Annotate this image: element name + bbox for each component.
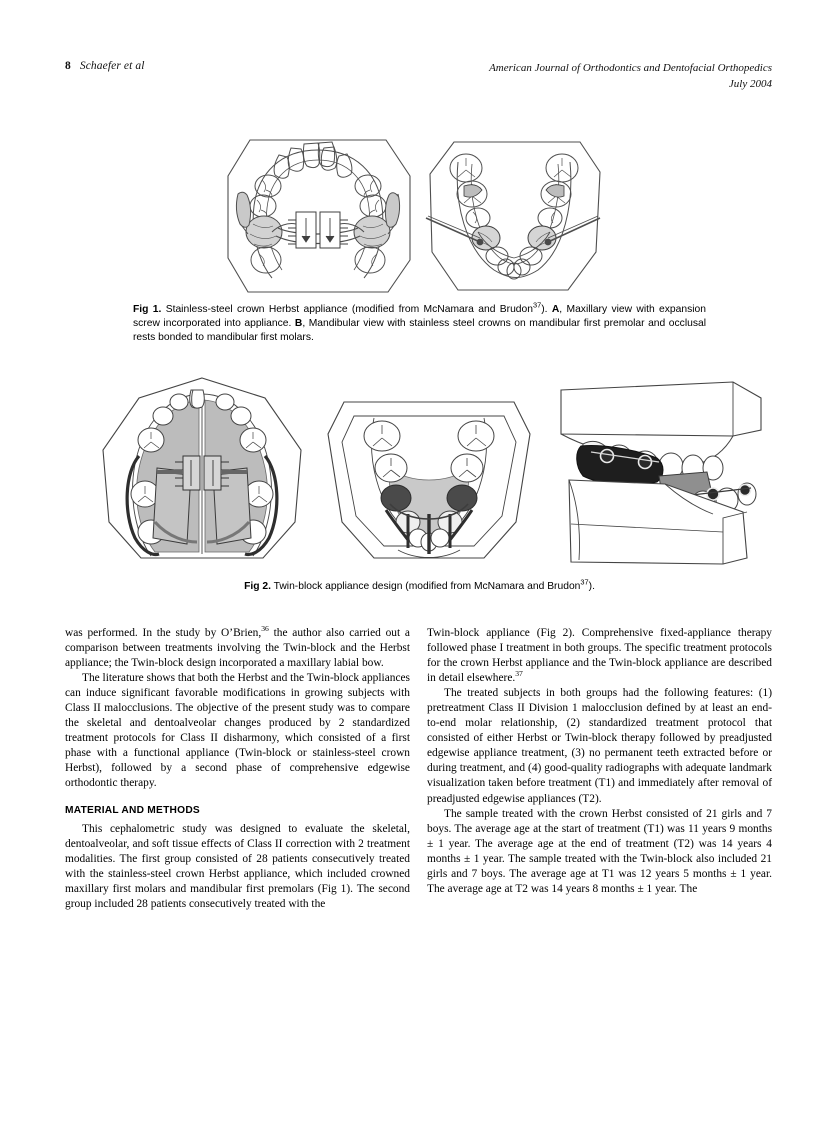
body-column-left	[65, 626, 410, 912]
fig2-panel-twinblock-lateral-view	[547, 372, 785, 570]
running-head-left	[65, 60, 145, 72]
citation-reference: 36	[261, 624, 269, 634]
left-column-paragraphs-after-heading	[65, 822, 410, 912]
fig1-panel-maxillary-occlusal-view	[220, 132, 416, 300]
right-column-paragraphs	[427, 626, 772, 897]
fig2-caption-text-2: ).	[588, 581, 595, 592]
fig1-caption-text-1: Stainless-steel crown Herbst appliance (modified from McNamara and Brudon	[161, 304, 533, 315]
body-paragraph: The treated subjects in both groups had the following features: (1) pretreatment Class II Division 1 malocclusion defined by at least an end-to-end molar relationship, (2) standardized treatment protocol that consisted of either Herbst or Twin-block therapy followed by preadjusted edgewise appliance treatment, (3) no permanent teeth extracted before or during treatment, and (4) good-quality radiographs with adequate landmark visualization taken before treatment (T1) and immediately after removal of preadjusted edgewise appliances (T2).	[427, 687, 772, 805]
figure-1-images	[220, 132, 620, 300]
body-paragraph: Twin-block appliance (Fig 2). Comprehensive fixed-appliance therapy followed phase I treatment in both groups. The specific treatment protocols for the crown Herbst appliance and the Twin-block appliance are described in detail elsewhere.$^{37}$	[427, 627, 772, 685]
running-head-right	[489, 60, 772, 92]
fig1-caption-text-4: , Mandibular view with stainless steel crowns on mandibular first premolar and occlusal rests bonded to mandibular first molars.	[133, 318, 706, 344]
fig1-caption-text-2: ).	[541, 304, 552, 315]
fig1-panel-b-label: B	[294, 318, 303, 330]
fig2-label: Fig 2.	[244, 581, 271, 592]
fig2-reference-37: 37	[580, 577, 589, 587]
running-head-authors: Schaefer et al	[79, 60, 145, 72]
running-head	[65, 60, 772, 96]
page-number: 8	[65, 60, 71, 72]
fig1-panel-mandibular-occlusal-view	[418, 132, 608, 300]
citation-reference: 37	[515, 669, 523, 679]
body-column-right	[427, 626, 772, 897]
fig1-reference-37: 37	[532, 300, 542, 310]
section-heading-material-and-methods: MATERIAL AND METHODS	[65, 804, 200, 816]
journal-title: American Journal of Orthodontics and Dentofacial Orthopedics	[489, 62, 772, 74]
issue-date: July 2004	[728, 78, 772, 90]
fig1-label: Fig 1.	[133, 304, 162, 315]
fig2-caption-text-1: Twin-block appliance design (modified from McNamara and Brudon	[270, 581, 581, 592]
fig2-panel-twinblock-maxillary-view	[95, 372, 310, 570]
body-paragraph: The literature shows that both the Herbst and the Twin-block appliances can induce significant favorable modifications in growing subjects with Class II malocclusions. The objective of the present study was to compare the skeletal and dentoalveolar changes produced by 2 standardized treatment protocols for Class II disharmony, which consisted of a first phase with a functional appliance (Twin-block or stainless-steel crown Herbst), followed by a second phase of comprehensive edgewise orthodontic therapy.	[65, 672, 410, 790]
left-column-paragraphs	[65, 626, 410, 792]
body-paragraph: The sample treated with the crown Herbst consisted of 21 girls and 7 boys. The average age at the start of treatment (T1) was 11 years 9 months ± 1 year. The average age at the end of treatment (T2) was 14 years 4 months ± 1 year. The sample treated with the Twin-block also included 21 girls and 7 boys. The average age at T1 was 12 years 5 months ± 1 year. The average age at T2 was 14 years 8 months ± 1 year. The	[427, 807, 772, 895]
figure-2-images	[95, 372, 785, 570]
fig2-panel-twinblock-mandibular-view	[320, 372, 538, 570]
figure-1-caption	[133, 300, 707, 346]
figure-2-caption	[133, 577, 706, 594]
body-paragraph: was performed. In the study by O’Brien,$^{36}$ the author also carried out a comparison between treatments involving the Twin-block and the Herbst appliance; the Twin-block design incorporated a maxillary labial bow.	[65, 624, 410, 670]
fig1-caption-text-3: , Maxillary view with expansion screw incorporated into appliance.	[133, 304, 707, 330]
body-paragraph: This cephalometric study was designed to evaluate the skeletal, dentoalveolar, and soft tissue effects of Class II correction with 2 treatment modalities. The first group consisted of 28 patients consecutively treated with the stainless-steel crown Herbst appliance, which included crowned maxillary first molars and mandibular first premolars (Fig 1). The second group included 28 patients consecutively treated with the	[65, 822, 410, 910]
fig1-panel-a-label: A	[551, 304, 560, 315]
